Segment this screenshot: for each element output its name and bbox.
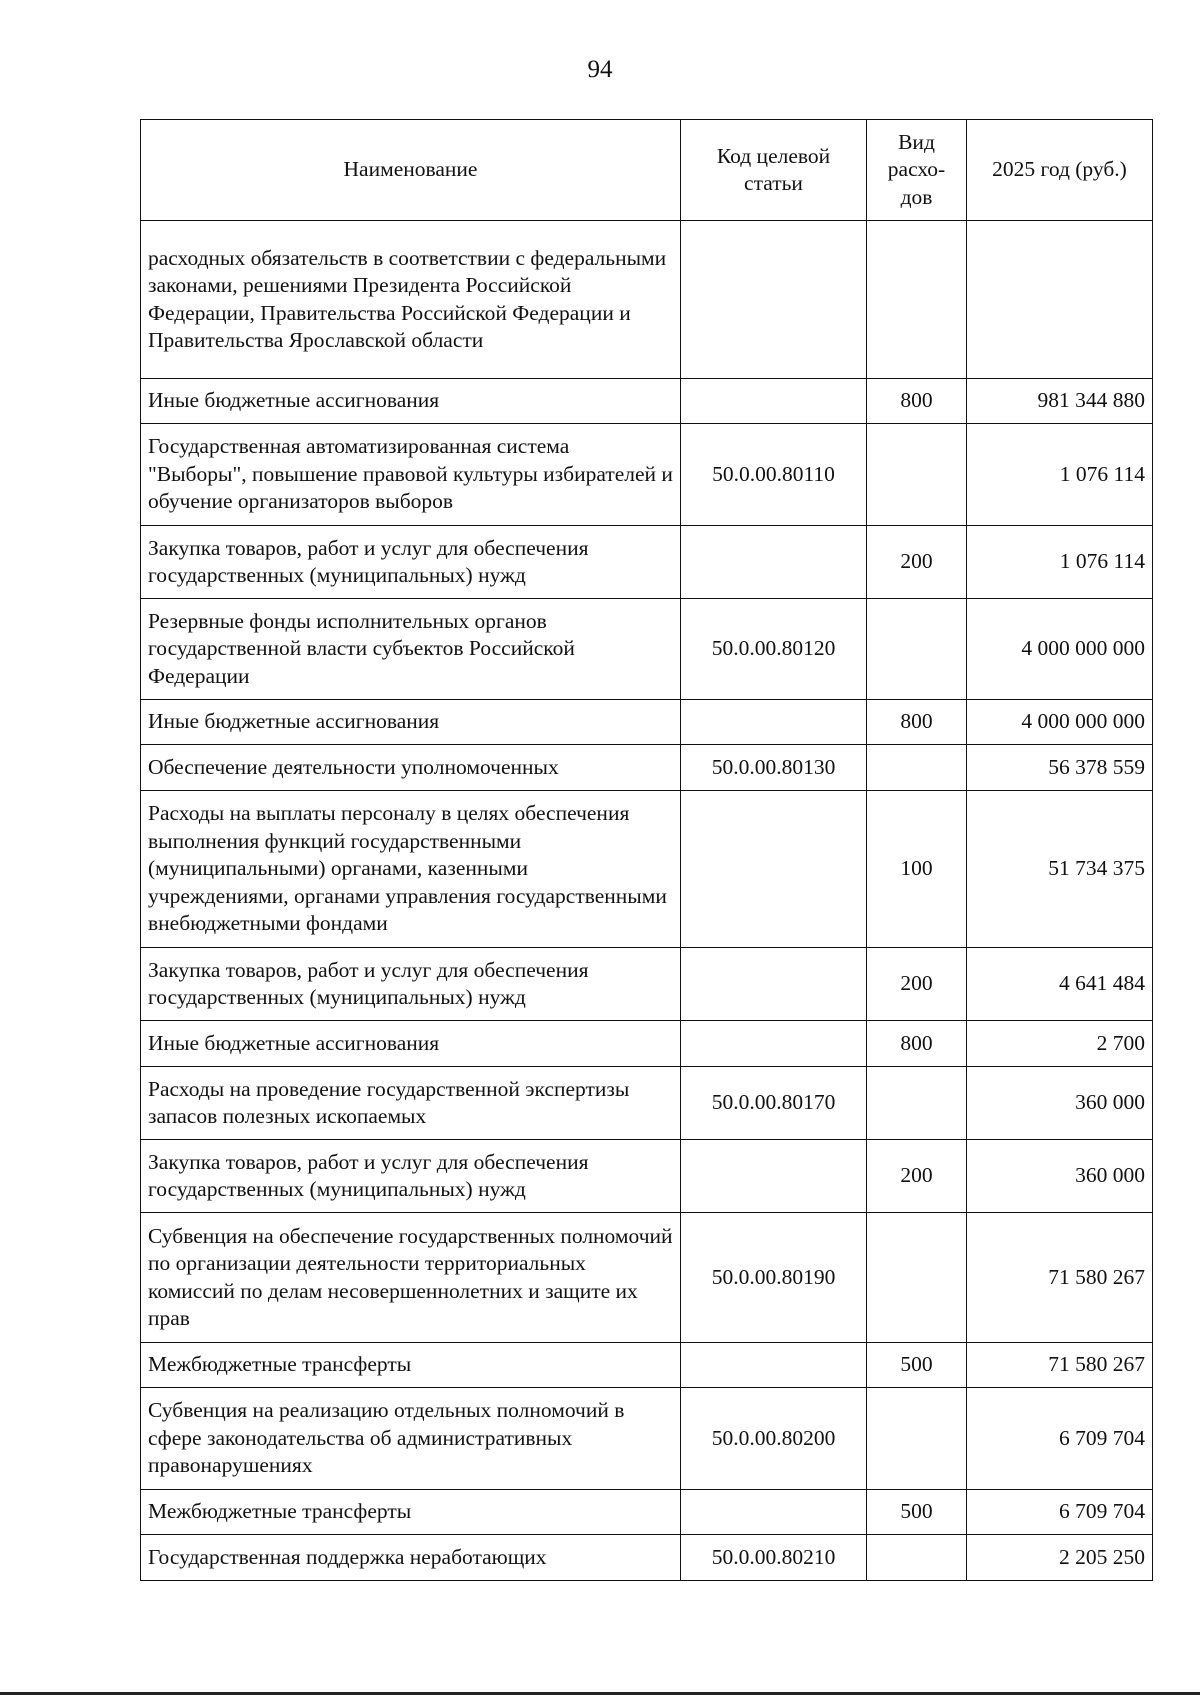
row-name: Государственная поддержка неработающих (141, 1535, 681, 1581)
row-code (681, 1021, 867, 1067)
header-sum: 2025 год (руб.) (967, 120, 1153, 221)
row-sum: 6 709 704 (967, 1388, 1153, 1490)
row-kind: 800 (867, 700, 967, 745)
row-kind (867, 1388, 967, 1490)
table-row (141, 221, 1153, 379)
row-kind (867, 745, 967, 791)
row-code: 50.0.00.80110 (681, 424, 867, 526)
budget-table (140, 119, 1153, 1581)
row-kind (867, 1067, 967, 1140)
row-code: 50.0.00.80200 (681, 1388, 867, 1490)
row-name: Межбюджетные трансферты (141, 1490, 681, 1535)
row-name: расходных обязательств в соответствии с федеральными законами, решениями Президента Российской Федерации, Правительства Российской Федерации и Правительства Ярославской области (141, 221, 681, 379)
table-row (141, 700, 1153, 745)
row-sum: 2 205 250 (967, 1535, 1153, 1581)
table-row (141, 1021, 1153, 1067)
table-row (141, 1388, 1153, 1490)
row-code (681, 1140, 867, 1213)
row-sum: 1 076 114 (967, 424, 1153, 526)
row-name: Иные бюджетные ассигнования (141, 379, 681, 424)
row-kind: 500 (867, 1343, 967, 1388)
row-kind: 800 (867, 1021, 967, 1067)
row-kind: 200 (867, 948, 967, 1021)
row-code: 50.0.00.80210 (681, 1535, 867, 1581)
row-code: 50.0.00.80130 (681, 745, 867, 791)
row-kind (867, 1213, 967, 1343)
table-row (141, 424, 1153, 526)
row-code: 50.0.00.80120 (681, 599, 867, 700)
row-kind: 500 (867, 1490, 967, 1535)
row-kind (867, 599, 967, 700)
row-name: Обеспечение деятельности уполномоченных (141, 745, 681, 791)
row-code (681, 948, 867, 1021)
row-kind (867, 221, 967, 379)
row-code (681, 526, 867, 599)
table-row (141, 1067, 1153, 1140)
row-name: Закупка товаров, работ и услуг для обеспечения государственных (муниципальных) нужд (141, 948, 681, 1021)
page-number: 94 (587, 56, 613, 83)
table-row (141, 948, 1153, 1021)
row-name: Иные бюджетные ассигнования (141, 1021, 681, 1067)
row-sum: 56 378 559 (967, 745, 1153, 791)
row-sum: 51 734 375 (967, 791, 1153, 948)
row-code: 50.0.00.80190 (681, 1213, 867, 1343)
row-code (681, 791, 867, 948)
row-name: Субвенция на обеспечение государственных полномочий по организации деятельности территориальных комиссий по делам несовершеннолетних и защите их прав (141, 1213, 681, 1343)
page-bottom-rule (0, 1692, 1200, 1695)
row-sum: 2 700 (967, 1021, 1153, 1067)
row-code (681, 700, 867, 745)
row-kind: 200 (867, 526, 967, 599)
row-code (681, 221, 867, 379)
row-name: Расходы на проведение государственной экспертизы запасов полезных ископаемых (141, 1067, 681, 1140)
row-kind: 200 (867, 1140, 967, 1213)
row-sum: 360 000 (967, 1140, 1153, 1213)
row-name: Государственная автоматизированная система "Выборы", повышение правовой культуры избирателей и обучение организаторов выборов (141, 424, 681, 526)
row-name: Резервные фонды исполнительных органов государственной власти субъектов Российской Федерации (141, 599, 681, 700)
table-row (141, 1140, 1153, 1213)
row-sum: 4 000 000 000 (967, 599, 1153, 700)
row-code: 50.0.00.80170 (681, 1067, 867, 1140)
row-sum: 4 641 484 (967, 948, 1153, 1021)
row-code (681, 379, 867, 424)
table-row (141, 1490, 1153, 1535)
table-row (141, 1343, 1153, 1388)
row-sum: 981 344 880 (967, 379, 1153, 424)
header-kind: Вид расхо-дов (867, 120, 967, 221)
table-row (141, 745, 1153, 791)
row-kind (867, 1535, 967, 1581)
row-code (681, 1343, 867, 1388)
table-row (141, 526, 1153, 599)
row-name: Закупка товаров, работ и услуг для обеспечения государственных (муниципальных) нужд (141, 1140, 681, 1213)
table-row (141, 1535, 1153, 1581)
header-name: Наименование (141, 120, 681, 221)
table-header-row (141, 120, 1153, 221)
row-sum: 6 709 704 (967, 1490, 1153, 1535)
table-row (141, 1213, 1153, 1343)
table-row (141, 791, 1153, 948)
row-sum: 71 580 267 (967, 1343, 1153, 1388)
row-kind: 100 (867, 791, 967, 948)
row-name: Расходы на выплаты персоналу в целях обеспечения выполнения функций государственными (муниципальными) органами, казенными учреждениями, органами управления государственными внебюджетными фондами (141, 791, 681, 948)
table-row (141, 599, 1153, 700)
row-sum: 71 580 267 (967, 1213, 1153, 1343)
row-name: Закупка товаров, работ и услуг для обеспечения государственных (муниципальных) нужд (141, 526, 681, 599)
row-sum (967, 221, 1153, 379)
row-name: Иные бюджетные ассигнования (141, 700, 681, 745)
row-sum: 360 000 (967, 1067, 1153, 1140)
row-name: Межбюджетные трансферты (141, 1343, 681, 1388)
row-sum: 1 076 114 (967, 526, 1153, 599)
row-code (681, 1490, 867, 1535)
header-code: Код целевой статьи (681, 120, 867, 221)
row-name: Субвенция на реализацию отдельных полномочий в сфере законодательства об административных правонарушениях (141, 1388, 681, 1490)
row-sum: 4 000 000 000 (967, 700, 1153, 745)
row-kind (867, 424, 967, 526)
row-kind: 800 (867, 379, 967, 424)
table-row (141, 379, 1153, 424)
